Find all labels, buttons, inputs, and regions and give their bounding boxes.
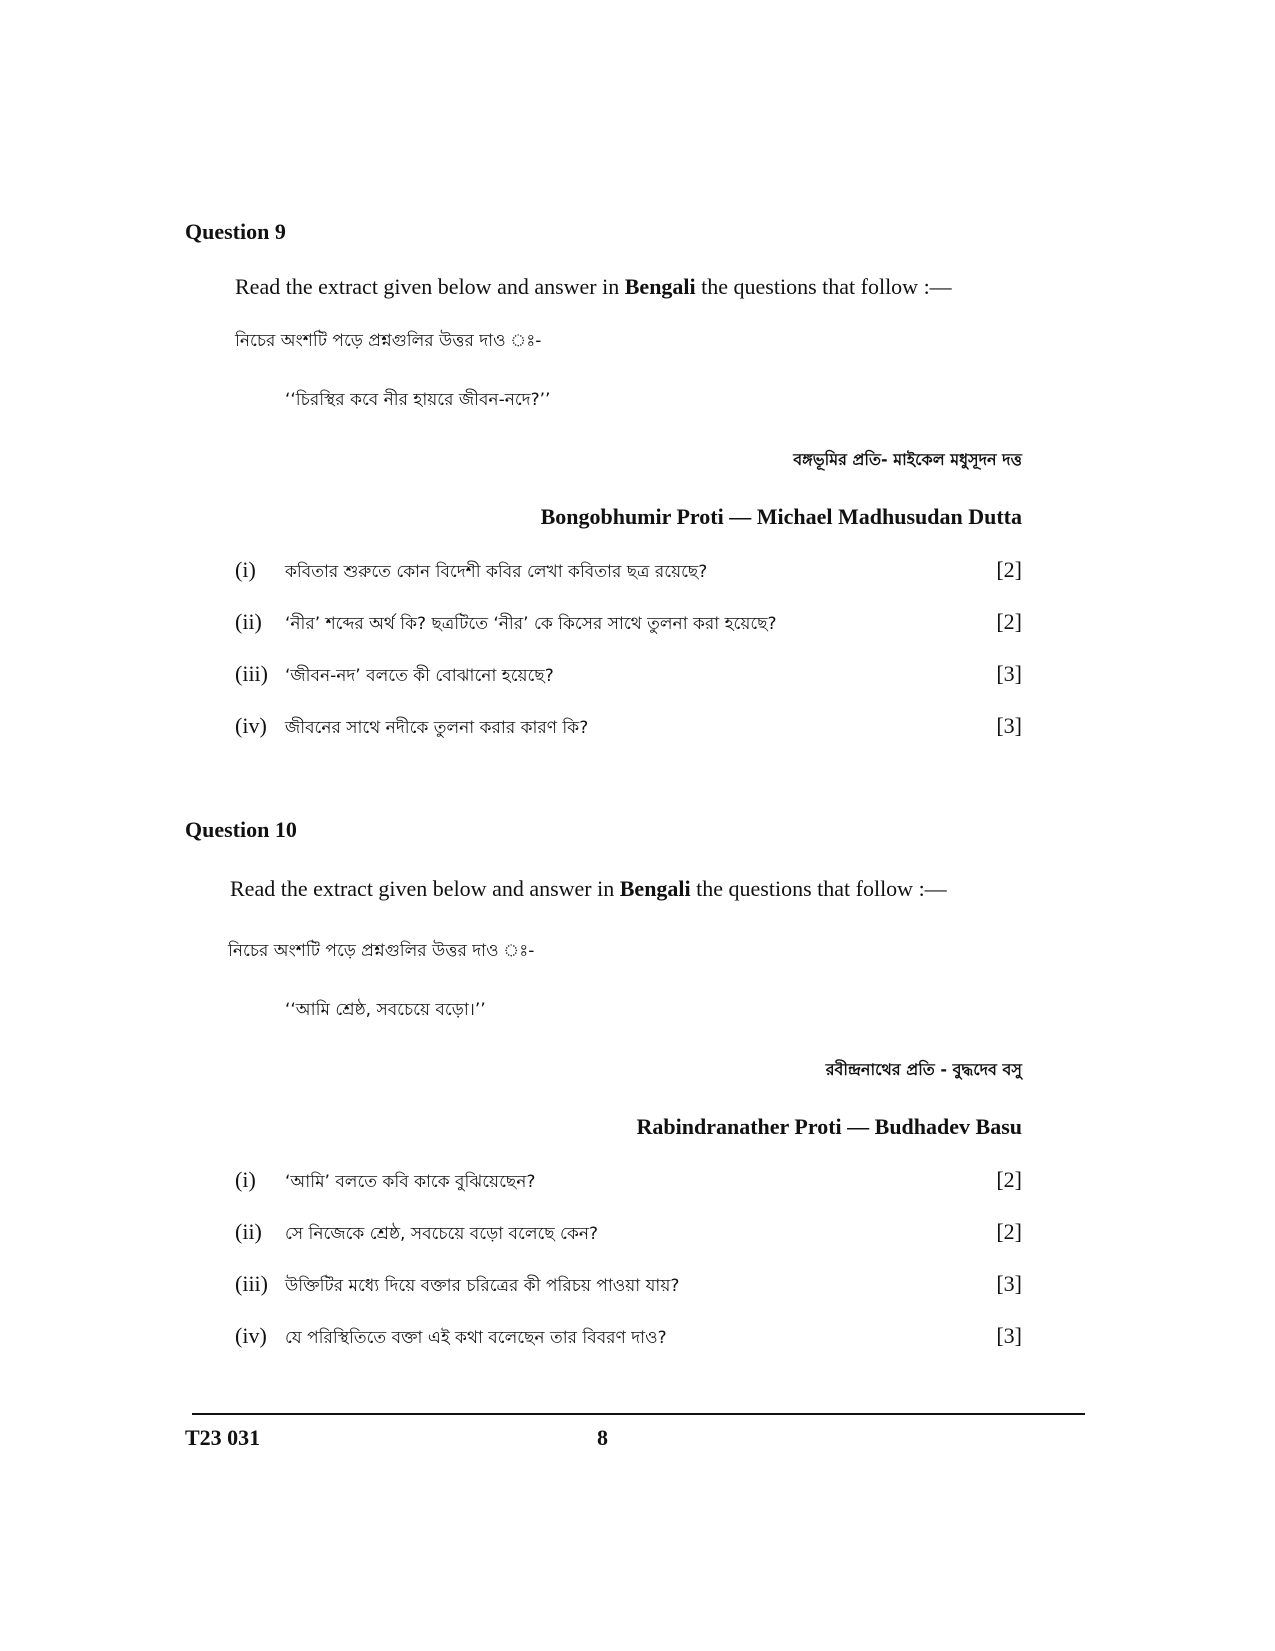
q10-item-number: (iv) (235, 1323, 267, 1348)
q9-item-number: (iii) (235, 661, 268, 686)
q9-instruction-bengali: নিচের অংশটি পড়ে প্রশ্নগুলির উত্তর দাও ঃ- (235, 331, 542, 351)
q9-item-number: (ii) (235, 609, 262, 634)
question-9-heading: Question 9 (185, 219, 286, 244)
q9-item-text: কবিতার শুরুতে কোন বিদেশী কবির লেখা কবিতার ছত্র রয়েছে? (285, 562, 708, 582)
question-10-heading: Question 10 (185, 817, 297, 842)
q9-item-marks: [2] (996, 557, 1022, 582)
q9-item-number: (i) (235, 557, 256, 582)
q10-instruction-text: Read the extract given below and answer in (230, 876, 620, 901)
q9-item-text: ‘জীবন-নদ’ বলতে কী বোঝানো হয়েছে? (285, 666, 554, 686)
paper-code: T23 031 (185, 1425, 261, 1450)
q10-item-marks: [2] (996, 1219, 1022, 1244)
q9-instruction-tail: the questions that follow :— (695, 274, 952, 299)
q10-item-marks: [3] (996, 1323, 1022, 1348)
q10-item-number: (iii) (235, 1271, 268, 1296)
q10-source-bengali: রবীন্দ্রনাথের প্রতি - বুদ্ধদেব বসু (825, 1060, 1022, 1079)
q9-instruction-language: Bengali (624, 274, 696, 299)
q10-item-number: (ii) (235, 1219, 262, 1244)
q9-item-number: (iv) (235, 713, 267, 738)
q9-instruction (235, 274, 952, 300)
q9-quote: ‘‘চিরস্থির কবে নীর হায়রে জীবন-নদে?’’ (285, 390, 551, 410)
q10-instruction-tail: the questions that follow :— (690, 876, 947, 901)
q9-item-marks: [2] (996, 609, 1022, 634)
q10-source-english: Rabindranather Proti — Budhadev Basu (636, 1114, 1022, 1139)
q10-instruction-bengali: নিচের অংশটি পড়ে প্রশ্নগুলির উত্তর দাও ঃ- (228, 941, 535, 961)
q9-item-marks: [3] (996, 661, 1022, 686)
q10-instruction-language: Bengali (619, 876, 691, 901)
q10-item-text: ‘আমি’ বলতে কবি কাকে বুঝিয়েছেন? (285, 1172, 536, 1192)
q10-instruction (230, 876, 947, 902)
q9-item-marks: [3] (996, 713, 1022, 738)
q10-item-text: সে নিজেকে শ্রেষ্ঠ, সবচেয়ে বড়ো বলেছে কেন? (285, 1224, 599, 1244)
q10-item-marks: [2] (996, 1167, 1022, 1192)
page-number: 8 (597, 1425, 608, 1450)
q9-source-bengali: বঙ্গভূমির প্রতি- মাইকেল মধুসূদন দত্ত (793, 450, 1022, 469)
q10-quote: ‘‘আমি শ্রেষ্ঠ, সবচেয়ে বড়ো।’’ (285, 1000, 486, 1020)
footer-rule (192, 1413, 1085, 1415)
q10-item-text: উক্তিটির মধ্যে দিয়ে বক্তার চরিত্রের কী পরিচয় পাওয়া যায়? (285, 1276, 680, 1296)
q10-item-text: যে পরিস্থিতিতে বক্তা এই কথা বলেছেন তার বিবরণ দাও? (285, 1328, 667, 1348)
q9-source-english: Bongobhumir Proti — Michael Madhusudan Dutta (540, 504, 1022, 529)
q9-item-text: জীবনের সাথে নদীকে তুলনা করার কারণ কি? (285, 718, 589, 738)
q10-item-marks: [3] (996, 1271, 1022, 1296)
q9-instruction-text: Read the extract given below and answer in (235, 274, 625, 299)
q10-item-number: (i) (235, 1167, 256, 1192)
q9-item-text: ‘নীর’ শব্দের অর্থ কি? ছত্রটিতে ‘নীর’ কে কিসের সাথে তুলনা করা হয়েছে? (285, 614, 777, 634)
